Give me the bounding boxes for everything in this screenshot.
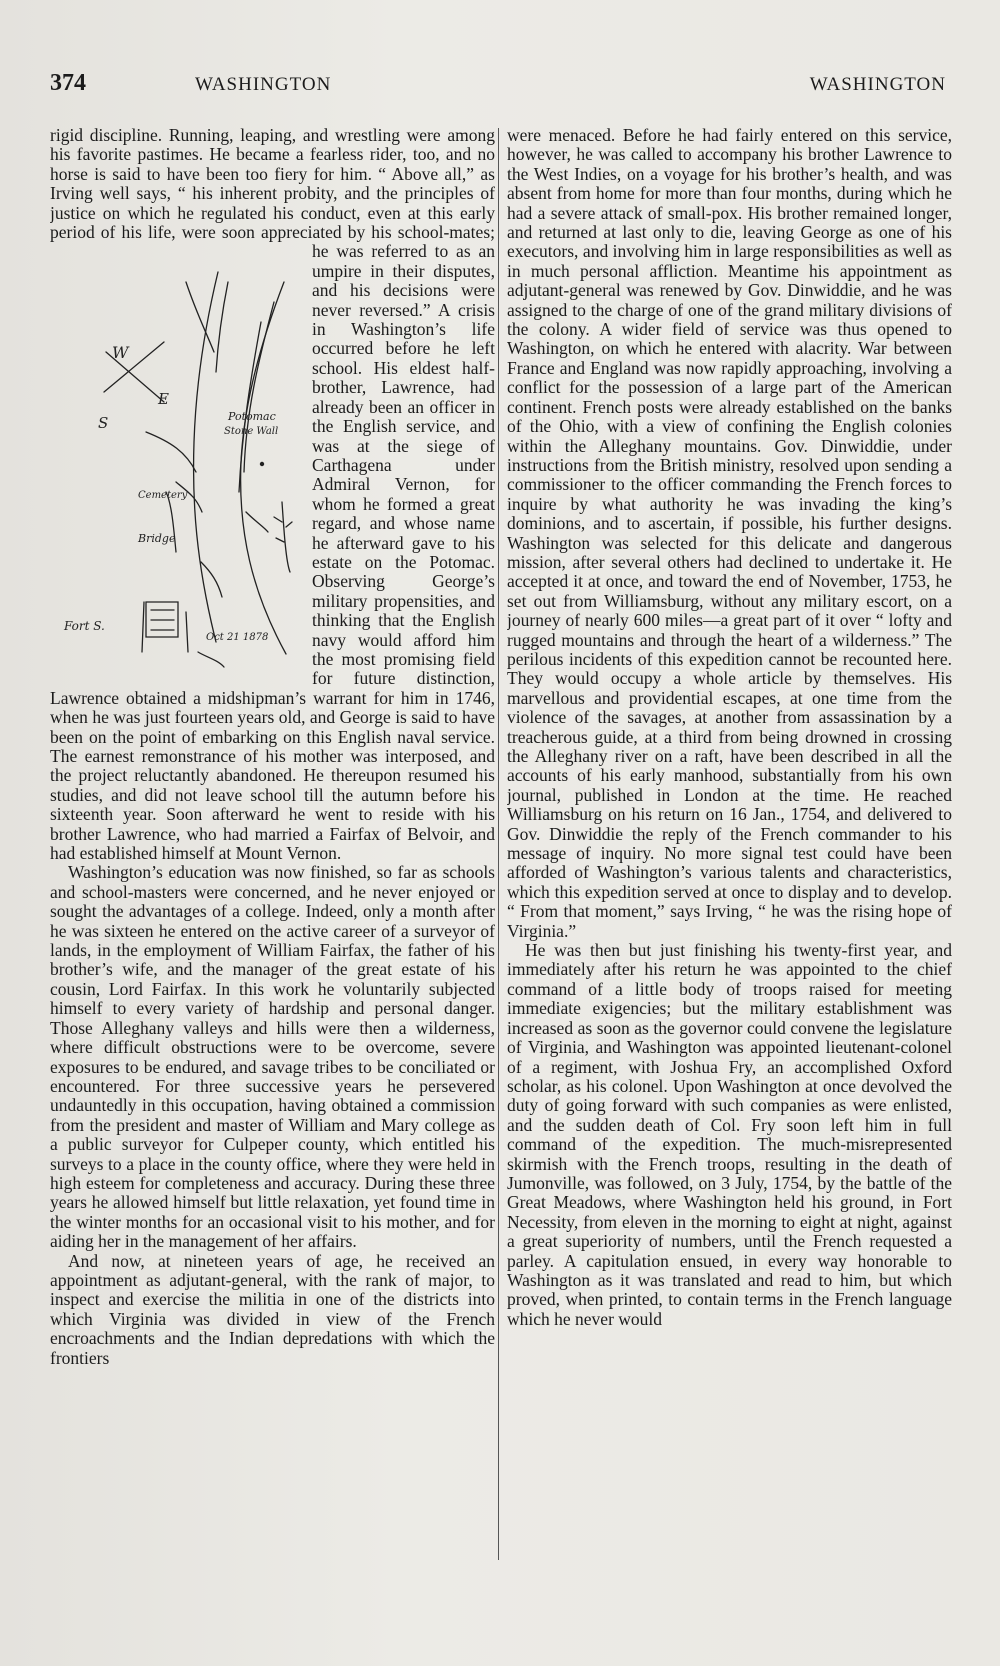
paragraph: And now, at nineteen years of age, he received an appointment as adjutant-general, with the rank of major, to inspect and exercise the militia in one of the districts into which Virginia was divided in view of the French encroachments and the Indian depredations with which the frontiers <box>50 1250 495 1368</box>
paragraph: He was then but just finishing his twenty-first year, and immediately after his return he was appointed to the chief command of a little body of troops raised for meeting immediate exigencies; but the military establishment was increased as soon as the governor could convene the legislature of Virginia, and Washington was appointed lieutenant-colonel of a regiment, with Joshua Fry, an accomplished Oxford scholar, as his colonel. Upon Washington at once devolved the duty of going forward with such companies as were enlisted, and the sudden death of Col. Fry soon left him in full command of the expedition. The much-misrepresented skirmish with the French troops, resulting in the death of Jumonville, was followed, on 3 July, 1754, by the battle of the Great Meadows, where Washington held his ground, in Fort Necessity, from eleven in the morning to eight at night, against a great superiority of numbers, until the French requested a parley. A capitulation ensued, in every way honorable to Washington as it was translated and read to him, but which proved, when printed, to contain terms in the French language which he never would <box>507 940 952 1329</box>
river-bank-west <box>194 272 218 642</box>
compass-label-south: S <box>98 414 109 433</box>
right-column <box>507 126 952 1566</box>
label-fort: Fort S. <box>64 619 105 634</box>
label-stone-wall: Stone Wall <box>224 426 279 438</box>
paragraph-opening: rigid discipline. Running, leaping, and wrestling were among his favorite pastimes. He became a fearless rider, too, and no horse is said to have been too fiery for him. “ Above all,” as Irving well says, “ his inherent probity, and the principles of justice on which he regulated his conduct, even at this early period of his life, were soon appreciated by <box>50 126 495 243</box>
compass-label-west: W <box>112 343 129 363</box>
paragraph: Washington’s education was now finished, so far as schools and school-masters were concerned, and he never enjoyed or sought the advantages of a college. Indeed, only a month after he was sixteen he entered on the active career of a surveyor of lands, in the employment of William Fairfax, the father of his brother’s wife, and the manager of the great estate of his cousin, Lord Fairfax. In this work he voluntarily subjected himself to every variety of hardship and personal danger. Those Alleghany valleys and hills were then a wilderness, where difficult obstructions were to be overcome, severe exposures to be endured, and savage tribes to be conciliated or encountered. For three successive years he persevered undauntedly in this occupation, having obtained a commission from the president and master of William and Mary college as a public surveyor for Culpeper county, which entitled his surveys to a place in the county office, where they were held in high esteem for completeness and accuracy. During these three years he allowed himself but little relaxation, yet found time in the winter months for an occasional visit to his mother, and for aiding her in the management of her affairs. <box>50 862 495 1252</box>
page-header <box>50 70 950 100</box>
sketch-map-mount-vernon <box>50 242 304 672</box>
paragraph: were menaced. Before he had fairly entered on this service, however, he was called to accompany his brother Lawrence to the West Indies, on a voyage for his brother’s health, and was absent from home for more than four months, during which he had a severe attack of small-pox. His brother remained longer, and returned at last only to die, leaving George as one of his executors, and involving him in large responsibilities as well as in much personal affliction. Meantime his appointment as adjutant-general was renewed by Gov. Dinwiddie, and he was assigned to the charge of one of the grand military divisions of the colony. A wider field of service was thus opened to Washington, on which he entered with alacrity. War between France and England was now rapidly approaching, involving a conflict for the possession of a large part of the American continent. French posts were already established on the banks of the Ohio, with a view of confining the English colonies within the Alleghany mountains. Gov. Dinwiddie, under instructions from the British ministry, resolved upon sending a commissioner to the officer commanding the French forces to inquire by what authority he was invading the king’s dominions, and to ascertain, if possible, his further designs. Washington was selected for this delicate and dangerous mission, after several others had declined to undertake it. He accepted it at once, and toward the end of November, 1753, he set out from Williamsburg, without any military escort, on a journey of nearly 600 miles—a great part of it over “ lofty and rugged mountains and through the heart of a wilderness.” The perilous incidents of this expedition cannot be recounted here. They would occupy a whole article by themselves. His marvellous and providential escapes, at one time from the violence of the savages, at another from assassination by a treacherous guide, at a third from being drowned in crossing the Alleghany river on a raft, have been described in all the accounts of his early manhood, substantially from his own journal, published in London at the time. He reached Williamsburg on his return on 16 Jan., 1754, and delivered to Gov. Dinwiddie the reply of the French commander to his message of inquiry. No more signal test could have been afforded of Washington’s various talents and characteristics, which this expedition served at once to display and to develop. “ From that moment,” says Irving, “ he was the rising hope of Virginia.” <box>507 126 952 941</box>
label-date: Oct 21 1878 <box>206 632 269 644</box>
paragraph <box>50 126 495 863</box>
label-bridge: Bridge <box>138 532 176 546</box>
label-potomac: Potomac <box>228 410 276 424</box>
left-column <box>50 126 495 1566</box>
paragraph-continuation: his school-mates; he was referred to as an umpire in their disputes, and his decisions were never reversed.” A crisis in Washington’s life occurred before he left school. His eldest half-brother, Lawrence, had already been an officer in the English service, and was at the siege of Carthagena under Admiral Vernon, for whom he formed a great regard, and whose name he afterward gave to his estate on the Potomac. Observing George’s military propensities, and thinking that the English navy would afford him the most promising field for future distinction, Lawrence obtained a midshipman’s warrant for him in 1746, when he was just fourteen years old, and George is said to have been on the point of embarking on this English naval service. The earnest remonstrance of his mother was interposed, and the project reluctantly abandoned. He thereupon resumed his studies, and did not leave school till the autumn before his sixteenth year. Soon afterward he went to reside with his brother Lawrence, who had married a Fairfax of Belvoir, and had established himself at Mount Vernon. <box>50 222 495 864</box>
column-divider <box>498 128 499 1560</box>
page-number: 374 <box>50 70 86 96</box>
river-bank-east <box>241 282 286 654</box>
running-head-right: WASHINGTON <box>809 74 946 95</box>
running-head-left: WASHINGTON <box>195 74 332 95</box>
compass-label-east: E <box>158 390 169 409</box>
label-cemetery: Cemetery <box>138 490 188 502</box>
